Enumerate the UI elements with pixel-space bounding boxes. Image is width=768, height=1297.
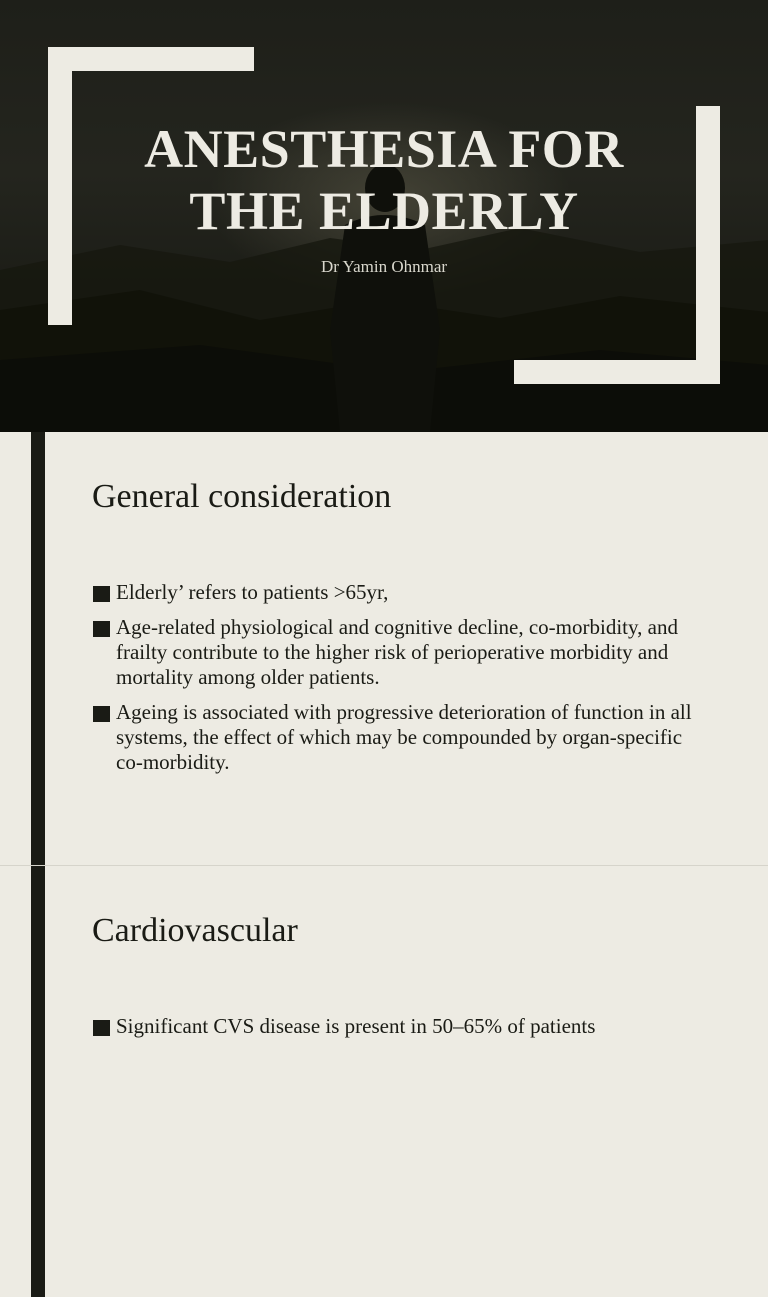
slide-general-consideration bbox=[0, 432, 768, 865]
bullet-list bbox=[92, 580, 692, 785]
bullet-text: Elderly’ refers to patients >65yr, bbox=[116, 580, 389, 604]
frame-bracket-top-left-horizontal bbox=[48, 47, 254, 71]
bullet-item bbox=[92, 1014, 692, 1039]
square-bullet-icon bbox=[93, 586, 110, 602]
slide-cardiovascular bbox=[0, 865, 768, 1297]
accent-side-bar bbox=[31, 866, 45, 1297]
presenter-name: Dr Yamin Ohnmar bbox=[320, 257, 448, 276]
accent-side-bar bbox=[31, 432, 45, 865]
bullet-text: Ageing is associated with progressive deterioration of function in all systems, the effect of which may be compounded by organ-specific co-morbidity. bbox=[116, 700, 692, 774]
bullet-text: Significant CVS disease is present in 50–65% of patients bbox=[116, 1014, 596, 1038]
bullet-item bbox=[92, 580, 692, 605]
bullet-item bbox=[92, 700, 692, 775]
slide-heading: General consideration bbox=[92, 478, 392, 515]
presentation-title: ANESTHESIA FOR THE ELDERLY bbox=[144, 119, 624, 241]
frame-bracket-top-left-vertical bbox=[48, 47, 72, 325]
slide-heading: Cardiovascular bbox=[92, 912, 298, 949]
square-bullet-icon bbox=[93, 1020, 110, 1036]
frame-bracket-bottom-right-horizontal bbox=[514, 360, 720, 384]
bullet-list bbox=[92, 1014, 692, 1049]
square-bullet-icon bbox=[93, 706, 110, 722]
square-bullet-icon bbox=[93, 621, 110, 637]
bullet-text: Age-related physiological and cognitive decline, co-morbidity, and frailty contribute to the higher risk of perioperative morbidity and mortality among older patients. bbox=[116, 615, 678, 689]
frame-bracket-bottom-right-vertical bbox=[696, 106, 720, 384]
bullet-item bbox=[92, 615, 692, 690]
title-slide bbox=[0, 0, 768, 432]
